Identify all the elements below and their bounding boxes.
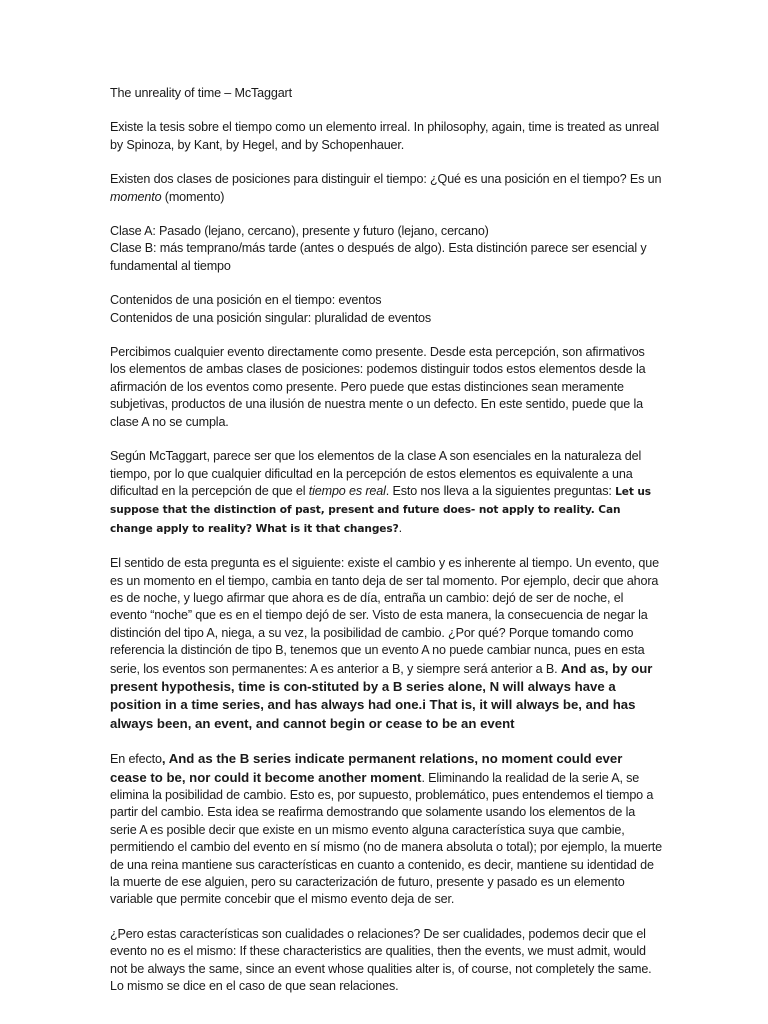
effect-quote: , And as the B series indicate permanent relations, no moment could ever cease to be, nor could it become another moment — [110, 751, 623, 785]
paragraph-perception: Percibimos cualquier evento directamente como presente. Desde esta percepción, son afirmativos los elementos de ambas clases de posiciones: podemos distinguir todos estos elementos desde la afirmación de los eventos como presente. Pero puede que estas distinciones sean meramente subjetivas, productos de una ilusión de nuestra mente o un defecto. En este sentido, puede que la clase A no se cumpla. — [110, 345, 646, 429]
document-body — [110, 85, 662, 1012]
mctaggart-end: . — [398, 520, 402, 535]
mctaggart-text: Según McTaggart, parece ser que los elementos de la clase A son esenciales en la naturaleza del tiempo, por lo que cualquier dificultad en la percepción de estos elementos es equivalente a una dificultad en la percepción de que el — [110, 449, 642, 498]
positions-text: Existen dos clases de posiciones para distinguir el tiempo: ¿Qué es una posición en el tiempo? Es un — [110, 172, 662, 187]
mctaggart-text-mid: . Esto nos lleva a la siguientes preguntas: — [385, 483, 616, 498]
clase-b-line: Clase B: más temprano/más tarde (antes o después de algo). Esta distinción parece ser esencial y fundamental al tiempo — [110, 241, 647, 273]
contents-line-1: Contenidos de una posición en el tiempo: eventos — [110, 293, 382, 308]
paragraph-thesis: Existe la tesis sobre el tiempo como un elemento irreal. In philosophy, again, time is treated as unreal by Spinoza, by Kant, by Hegel, and by Schopenhauer. — [110, 120, 660, 152]
paragraph-qualities: ¿Pero estas características son cualidades o relaciones? De ser cualidades, podemos decir que el evento no es el mismo: If these characteristics are qualities, then the events, we must admit, would not be always the same, since an event whose qualities alter is, of course, not completely the same. Lo mismo se dice en el caso de que sean relaciones. — [110, 926, 652, 994]
change-text: El sentido de esta pregunta es el siguiente: existe el cambio y es inherente al tiempo. Un evento, que es un momento en el tiempo, cambia en tanto deja de ser tal momento. Por ejemplo, decir que ahora es de noche, y luego afirmar que ahora es de día, entraña un cambio: dejó de ser de noche, el evento “noche” que es en el tiempo dejó de ser. Visto de esta manera, la consecuencia de negar la distinción del tipo A, niega, a su vez, la posibilidad de cambio. ¿Por qué? Porque tomando como referencia la distinción de tipo B, tenemos que un evento A no puede cambiar nunca, pues en esta serie, los eventos son permanentes: A es anterior a B, y siempre será anterior a B. — [110, 556, 659, 676]
positions-emphasis: momento — [110, 189, 162, 204]
positions-text-end: (momento) — [161, 189, 225, 204]
mctaggart-emphasis: tiempo es real — [308, 483, 386, 498]
clase-a-line: Clase A: Pasado (lejano, cercano), presente y futuro (lejano, cercano) — [110, 224, 489, 239]
document-title: The unreality of time – McTaggart — [110, 86, 292, 100]
contents-line-2: Contenidos de una posición singular: pluralidad de eventos — [110, 310, 432, 325]
change-quote: And as, by our present hypothesis, time is con-stituted by a B series alone, N will always have a position in a time series, and has always had one.i That is, it will always be, and has always been, an event, and cannot begin or cease to be an event — [110, 660, 653, 731]
mctaggart-question: Let us suppose that the distinction of past, present and future does- not apply to reality. Can change apply to reality? What is it that changes? — [110, 485, 652, 535]
effect-text: En efecto — [110, 752, 162, 767]
effect-text-end: . Eliminando la realidad de la serie A, se elimina la posibilidad de cambio. Esto es, por supuesto, problemático, pues entendemos el tiempo a partir del cambio. Esta idea se reafirma demostrando que solamente usando los elementos de la serie A es posible decir que existe en un mismo evento alguna característica suya que cambie, permitiendo el cambio del evento en sí mismo (no de manera absoluta o total); por ejemplo, la muerte de una reina mantiene sus características en cuanto a contenido, es decir, mantiene su identidad de la muerte de ese alguien, pero su caracterización de futuro, presente y pasado es un elemento variable que permite concebir que el mismo evento deja de ser. — [110, 770, 663, 907]
paragraph-effect — [110, 750, 662, 909]
paragraph-change — [110, 555, 662, 733]
paragraph-mctaggart — [110, 448, 662, 538]
paragraph-positions — [110, 171, 662, 206]
